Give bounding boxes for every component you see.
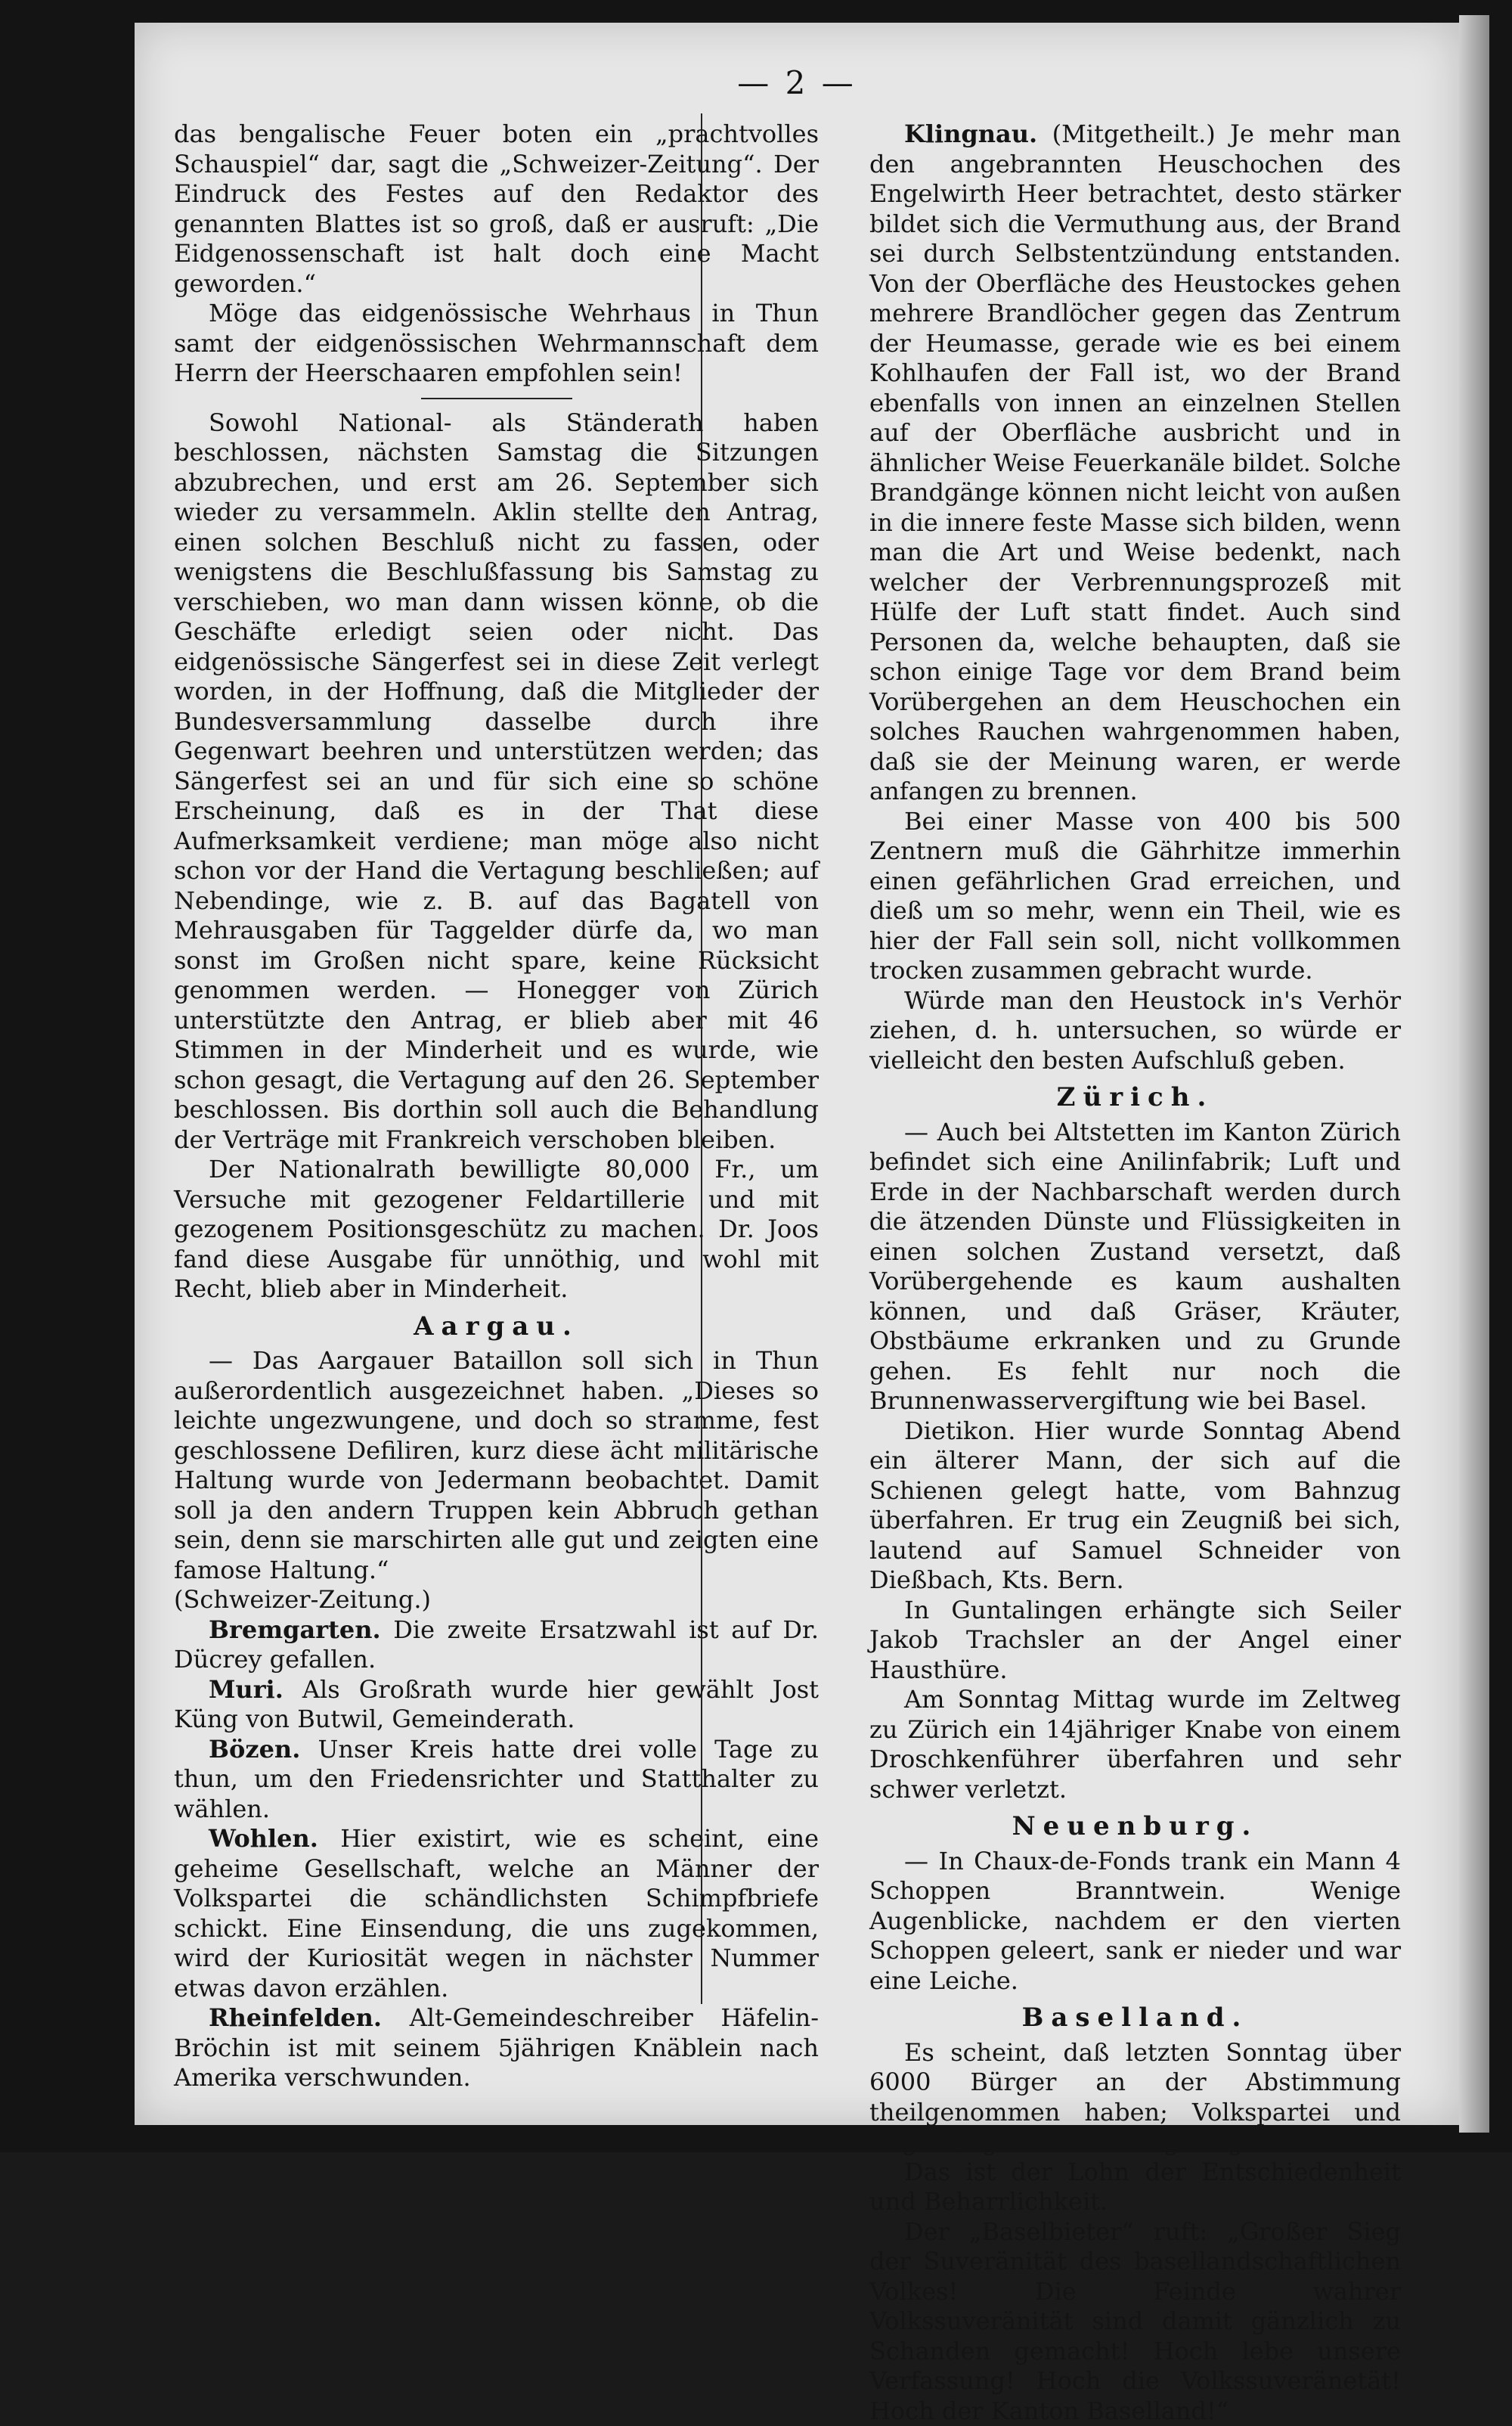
paragraph: — Das Aargauer Bataillon soll sich in Thun außerordentlich ausgezeichnet haben. „Dieses so leichte ungezwungene, und doch so stramme, fest geschlossene Defiliren, kurz diese ächt militärische Haltung wurde von Jedermann beobachtet. Damit soll ja den andern Truppen kein Abbruch gethan sein, denn sie marschirten alle gut und zeigten eine famose Haltung.“ <box>174 1346 819 1585</box>
section-heading: Aargau. <box>174 1312 819 1342</box>
paragraph: das bengalische Feuer boten ein „prachtvolles Schauspiel“ dar, sagt die „Schweizer-Zeitung“. Der Eindruck des Festes auf den Redaktor des genannten Blattes ist so groß, daß er ausruft: „Die Eidgenossenschaft ist halt doch eine Macht geworden.“ <box>174 119 819 299</box>
news-item: Wohlen. Hier existirt, wie es scheint, eine geheime Gesellschaft, welche an Männer der Volkspartei die schändlichsten Schimpfbriefe schickt. Eine Einsendung, die uns zugekommen, wird der Kuriosität wegen in nächster Nummer etwas davon erzählen. <box>174 1824 819 2003</box>
place-name: Bremgarten. <box>209 1615 381 1644</box>
paragraph: In Guntalingen erhängte sich Seiler Jakob Trachsler an der Angel einer Hausthüre. <box>869 1596 1401 1686</box>
paragraph: Das ist der Lohn der Entschiedenheit und Beharrlichkeit. <box>869 2158 1401 2217</box>
paragraph: Dietikon. Hier wurde Sonntag Abend ein älterer Mann, der sich auf die Schienen gelegt hatte, vom Bahnzug überfahren. Er trug ein Zeugniß bei sich, lautend auf Samuel Schneider von Dießbach, Kts. Bern. <box>869 1416 1401 1596</box>
page-edge <box>1459 15 1489 2133</box>
paragraph: Sowohl National- als Ständerath haben beschlossen, nächsten Samstag die Sitzungen abzubrechen, und erst am 26. September sich wieder zu versammeln. Aklin stellte den Antrag, einen solchen Beschluß nicht zu fassen, oder wenigstens die Beschlußfassung bis Samstag zu verschieben, wo man dann wissen könne, ob die Geschäfte erledigt seien oder nicht. Das eidgenössische Sängerfest sei in diese Zeit verlegt worden, in der Hoffnung, daß die Mitglieder der Bundesversammlung dasselbe durch ihre Gegenwart beehren und unterstützen werden; das Sängerfest sei an und für sich eine so schöne Erscheinung, daß es in der That diese Aufmerksamkeit verdiene; man möge also nicht schon vor der Hand die Vertagung beschließen; auf Nebendinge, wie z. B. auf das Bagatell von Mehrausgaben für Taggelder dürfe da, wo man sonst im Großen nicht spare, keine Rücksicht genommen werden. — Honegger von Zürich unterstützte den Antrag, er blieb aber mit 46 Stimmen in der Minderheit und es wurde, wie schon gesagt, die Vertagung auf den 26. September beschlossen. Bis dorthin soll auch die Behandlung der Verträge mit Frankreich verschoben bleiben. <box>174 408 819 1156</box>
paragraph: Der „Baselbieter“ ruft: „Großer Sieg der Suveränität des basellandschaftlichen Volkes! Die Feinde wahrer Volkssuveränität sind damit gänzlich zu Schanden gemacht! Hoch lebe unsere Verfassung! Hoch die Volkssuveränetät! Hoch der Kanton Baselland!“ <box>869 2217 1401 2426</box>
news-item: Bremgarten. Die zweite Ersatzwahl ist auf Dr. Dücrey gefallen. <box>174 1615 819 1675</box>
section-heading: Neuenburg. <box>869 1812 1401 1842</box>
paragraph: Es scheint, daß letzten Sonntag über 6000 Bürger an der Abstimmung theilgenommen haben; Volkspartei und Regierung haben somit gesiegt. <box>869 2038 1401 2158</box>
paragraph: Am Sonntag Mittag wurde im Zeltweg zu Zürich ein 14jähriger Knabe von einem Droschkenführer überfahren und sehr schwer verletzt. <box>869 1685 1401 1804</box>
paragraph: — In Chaux-de-Fonds trank ein Mann 4 Schoppen Branntwein. Wenige Augenblicke, nachdem er den vierten Schoppen geleert, sank er nieder und war eine Leiche. <box>869 1847 1401 1996</box>
paragraph: — Auch bei Altstetten im Kanton Zürich befindet sich eine Anilinfabrik; Luft und Erde in der Nachbarschaft werden durch die ätzenden Dünste und Flüssigkeiten in einen solchen Zustand versetzt, daß Vorübergehende es kaum aushalten können, und daß Gräser, Kräuter, Obstbäume erkranken und zu Grunde gehen. Es fehlt nur noch die Brunnenwasservergiftung wie bei Basel. <box>869 1118 1401 1416</box>
section-heading: Baselland. <box>869 2003 1401 2034</box>
paragraph: Bei einer Masse von 400 bis 500 Zentnern muß die Gährhitze immerhin einen gefährlichen Grad erreichen, und dieß um so mehr, wenn ein Theil, wie es hier der Fall sein soll, nicht vollkommen trocken zusammen gebracht wurde. <box>869 807 1401 986</box>
paragraph: Würde man den Heustock in's Verhör ziehen, d. h. untersuchen, so würde er vielleicht den besten Aufschluß geben. <box>869 986 1401 1076</box>
news-item: Klingnau. (Mitgetheilt.) Je mehr man den angebrannten Heuschochen des Engelwirth Heer betrachtet, desto stärker bildet sich die Vermuthung aus, der Brand sei durch Selbstentzündung entstanden. Von der Oberfläche des Heustockes gehen mehrere Brandlöcher gegen das Zentrum der Heumasse, gerade wie es bei einem Kohlhaufen der Fall ist, wo der Brand ebenfalls von innen an einzelnen Stellen auf der Oberfläche ausbricht und in ähnlicher Weise Feuerkanäle bildet. Solche Brandgänge können nicht leicht von außen in die innere feste Masse sich bilden, wenn man die Art und Weise bedenkt, nach welcher der Verbrennungsprozeß mit Hülfe der Luft statt findet. Auch sind Personen da, welche behaupten, daß sie schon einige Tage vor dem Brand beim Vorübergehen an dem Heuschochen ein solches Rauchen wahrgenommen haben, daß sie der Meinung waren, er werde anfangen zu brennen. <box>869 119 1401 807</box>
news-item: Bözen. Unser Kreis hatte drei volle Tage zu thun, um den Friedensrichter und Statthalter zu wählen. <box>174 1735 819 1825</box>
place-name: Rheinfelden. <box>209 2003 382 2032</box>
paragraph: Der Nationalrath bewilligte 80,000 Fr., um Versuche mit gezogener Feldartillerie und mit gezogenem Positionsgeschütz zu machen. Dr. Joos fand diese Ausgabe für unnöthig, und wohl mit Recht, blieb aber in Minderheit. <box>174 1155 819 1305</box>
place-name: Wohlen. <box>209 1824 318 1853</box>
separator-rule <box>421 398 572 399</box>
left-column <box>174 119 819 2093</box>
page-number: — 2 — <box>135 64 1459 101</box>
news-item: Rheinfelden. Alt-Gemeindeschreiber Häfelin-Bröchin ist mit seinem 5jährigen Knäblein nach Amerika verschwunden. <box>174 2003 819 2093</box>
place-name: Bözen. <box>209 1735 300 1764</box>
place-name: Muri. <box>209 1675 284 1704</box>
section-heading: Zürich. <box>869 1083 1401 1113</box>
source-credit: (Schweizer-Zeitung.) <box>174 1585 819 1615</box>
paragraph: Möge das eidgenössische Wehrhaus in Thun samt der eidgenössischen Wehrmannschaft dem Herrn der Heerschaaren empfohlen sein! <box>174 299 819 389</box>
place-name: Klingnau. <box>904 119 1037 148</box>
right-column <box>869 119 1401 2426</box>
news-item: Muri. Als Großrath wurde hier gewählt Jost Küng von Butwil, Gemeinderath. <box>174 1675 819 1735</box>
